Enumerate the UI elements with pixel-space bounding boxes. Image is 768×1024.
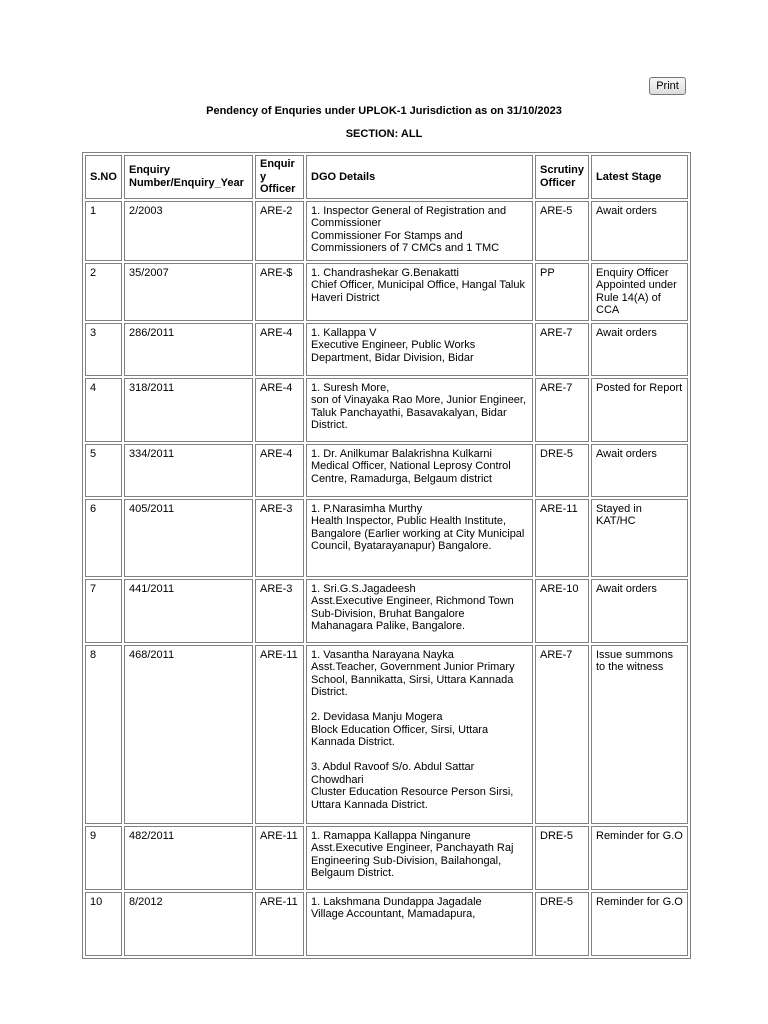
- cell-latest-stage: Await orders: [591, 201, 688, 261]
- cell-sno: 8: [85, 645, 122, 824]
- table-row: [85, 444, 688, 497]
- header-enquiry-number: Enquiry Number/Enquiry_Year: [124, 155, 253, 199]
- cell-latest-stage: Stayed in KAT/HC: [591, 499, 688, 577]
- dgo-name: 2. Devidasa Manju Mogera: [311, 711, 443, 723]
- cell-enquiry-officer: ARE-11: [255, 826, 304, 890]
- table-row: [85, 826, 688, 890]
- cell-scrutiny-officer: ARE-10: [535, 579, 589, 643]
- header-sno: S.NO: [85, 155, 122, 199]
- dgo-designation: Asst.Executive Engineer, Richmond Town Sub-Division, Bruhat Bangalore Mahanagara Palike, Bangalore.: [311, 595, 514, 632]
- dgo-name: 1. Vasantha Narayana Nayka: [311, 648, 454, 661]
- cell-enquiry-number: 482/2011: [124, 826, 253, 890]
- table-header-row: [85, 155, 688, 199]
- table-row: [85, 645, 688, 824]
- cell-scrutiny-officer: PP: [535, 263, 589, 321]
- dgo-designation: Executive Engineer, Public Works Department, Bidar Division, Bidar: [311, 339, 476, 364]
- dgo-entry: [311, 761, 528, 811]
- cell-latest-stage: Reminder for G.O: [591, 892, 688, 956]
- table-row: [85, 263, 688, 321]
- cell-sno: 3: [85, 323, 122, 376]
- dgo-name: 1. Ramappa Kallappa Ninganure: [311, 829, 471, 842]
- dgo-designation: Cluster Education Resource Person Sirsi, Uttara Kannada District.: [311, 786, 514, 811]
- table-row: [85, 201, 688, 261]
- cell-dgo-details: [306, 499, 533, 577]
- dgo-designation: Asst.Teacher, Government Junior Primary School, Bannikatta, Sirsi, Uttara Kannada District.: [311, 661, 515, 698]
- cell-dgo-details: [306, 444, 533, 497]
- cell-sno: 6: [85, 499, 122, 577]
- dgo-entry: [311, 711, 528, 749]
- cell-enquiry-officer: ARE-$: [255, 263, 304, 321]
- cell-scrutiny-officer: DRE-5: [535, 892, 589, 956]
- dgo-entry: [311, 583, 528, 633]
- cell-dgo-details: [306, 826, 533, 890]
- cell-enquiry-officer: ARE-4: [255, 378, 304, 442]
- cell-sno: 1: [85, 201, 122, 261]
- cell-enquiry-number: 2/2003: [124, 201, 253, 261]
- cell-sno: 10: [85, 892, 122, 956]
- cell-sno: 2: [85, 263, 122, 321]
- cell-dgo-details: [306, 579, 533, 643]
- print-button[interactable]: Print: [649, 77, 686, 95]
- dgo-entry: [311, 649, 528, 699]
- header-dgo-details: DGO Details: [306, 155, 533, 199]
- cell-enquiry-officer: ARE-4: [255, 323, 304, 376]
- dgo-entry: [311, 327, 528, 365]
- dgo-name: 1. Suresh More,: [311, 381, 390, 394]
- cell-sno: 9: [85, 826, 122, 890]
- cell-enquiry-officer: ARE-4: [255, 444, 304, 497]
- cell-dgo-details: [306, 201, 533, 261]
- cell-dgo-details: [306, 378, 533, 442]
- dgo-entry: [311, 267, 528, 305]
- enquiry-table: [82, 152, 691, 959]
- dgo-entry: [311, 503, 528, 553]
- cell-dgo-details: [306, 645, 533, 824]
- cell-enquiry-number: 8/2012: [124, 892, 253, 956]
- enquiry-table-container: [82, 152, 692, 1024]
- header-enquiry-officer: Enquiry Officer: [255, 155, 304, 199]
- cell-enquiry-number: 334/2011: [124, 444, 253, 497]
- cell-enquiry-number: 468/2011: [124, 645, 253, 824]
- dgo-name: 1. P.Narasimha Murthy: [311, 502, 423, 515]
- cell-latest-stage: Await orders: [591, 323, 688, 376]
- dgo-designation: Block Education Officer, Sirsi, Uttara Kannada District.: [311, 723, 489, 748]
- cell-enquiry-number: 318/2011: [124, 378, 253, 442]
- cell-enquiry-officer: ARE-11: [255, 645, 304, 824]
- dgo-entry: [311, 830, 528, 880]
- cell-enquiry-number: 286/2011: [124, 323, 253, 376]
- dgo-name: 1. Lakshmana Dundappa Jagadale: [311, 895, 482, 908]
- table-row: [85, 378, 688, 442]
- dgo-designation: Village Accountant, Mamadapura,: [311, 908, 476, 920]
- dgo-entry: [311, 382, 528, 432]
- cell-dgo-details: [306, 263, 533, 321]
- dgo-entry: [311, 205, 528, 255]
- dgo-name: 1. Chandrashekar G.Benakatti: [311, 266, 459, 279]
- cell-scrutiny-officer: ARE-5: [535, 201, 589, 261]
- cell-enquiry-officer: ARE-3: [255, 499, 304, 577]
- cell-latest-stage: Await orders: [591, 579, 688, 643]
- cell-dgo-details: [306, 323, 533, 376]
- report-title: Pendency of Enquries under UPLOK-1 Jurisdiction as on 31/10/2023: [206, 105, 562, 117]
- cell-latest-stage: Posted for Report: [591, 378, 688, 442]
- dgo-name: 1. Kallappa V: [311, 326, 377, 339]
- dgo-designation: Medical Officer, National Leprosy Control Centre, Ramadurga, Belgaum district: [311, 460, 511, 485]
- dgo-entry: [311, 896, 528, 921]
- dgo-name: 3. Abdul Ravoof S/o. Abdul Sattar Chowdhari: [311, 761, 475, 786]
- cell-enquiry-officer: ARE-3: [255, 579, 304, 643]
- cell-enquiry-number: 441/2011: [124, 579, 253, 643]
- cell-enquiry-number: 405/2011: [124, 499, 253, 577]
- cell-scrutiny-officer: DRE-5: [535, 826, 589, 890]
- cell-scrutiny-officer: ARE-7: [535, 323, 589, 376]
- cell-latest-stage: Issue summons to the witness: [591, 645, 688, 824]
- cell-scrutiny-officer: DRE-5: [535, 444, 589, 497]
- table-row: [85, 892, 688, 956]
- cell-enquiry-officer: ARE-11: [255, 892, 304, 956]
- dgo-designation: Commissioner For Stamps and Commissioners of 7 CMCs and 1 TMC: [311, 229, 500, 254]
- table-row: [85, 499, 688, 577]
- header-scrutiny-officer: Scrutiny Officer: [535, 155, 589, 199]
- table-row: [85, 579, 688, 643]
- dgo-name: 1. Inspector General of Registration and Commissioner: [311, 204, 507, 229]
- cell-latest-stage: Enquiry Officer Appointed under Rule 14(A) of CCA: [591, 263, 688, 321]
- dgo-designation: Chief Officer, Municipal Office, Hangal Taluk Haveri District: [311, 279, 525, 304]
- cell-sno: 5: [85, 444, 122, 497]
- cell-sno: 7: [85, 579, 122, 643]
- dgo-designation: Asst.Executive Engineer, Panchayath Raj Engineering Sub-Division, Bailahongal, Belgaum District.: [311, 842, 514, 879]
- cell-dgo-details: [306, 892, 533, 956]
- dgo-designation: son of Vinayaka Rao More, Junior Engineer, Taluk Panchayathi, Basavakalyan, Bidar District.: [311, 394, 527, 431]
- dgo-entry: [311, 448, 528, 486]
- section-label: SECTION: ALL: [345, 128, 423, 140]
- cell-scrutiny-officer: ARE-7: [535, 378, 589, 442]
- cell-sno: 4: [85, 378, 122, 442]
- cell-scrutiny-officer: ARE-7: [535, 645, 589, 824]
- dgo-designation: Health Inspector, Public Health Institute, Bangalore (Earlier working at City Municipal Council, Byatarayanapur) Bangalore.: [311, 515, 525, 552]
- cell-latest-stage: Reminder for G.O: [591, 826, 688, 890]
- dgo-name: 1. Sri.G.S.Jagadeesh: [311, 582, 416, 595]
- cell-enquiry-number: 35/2007: [124, 263, 253, 321]
- dgo-name: 1. Dr. Anilkumar Balakrishna Kulkarni: [311, 447, 492, 460]
- header-latest-stage: Latest Stage: [591, 155, 688, 199]
- cell-scrutiny-officer: ARE-11: [535, 499, 589, 577]
- table-row: [85, 323, 688, 376]
- cell-latest-stage: Await orders: [591, 444, 688, 497]
- cell-enquiry-officer: ARE-2: [255, 201, 304, 261]
